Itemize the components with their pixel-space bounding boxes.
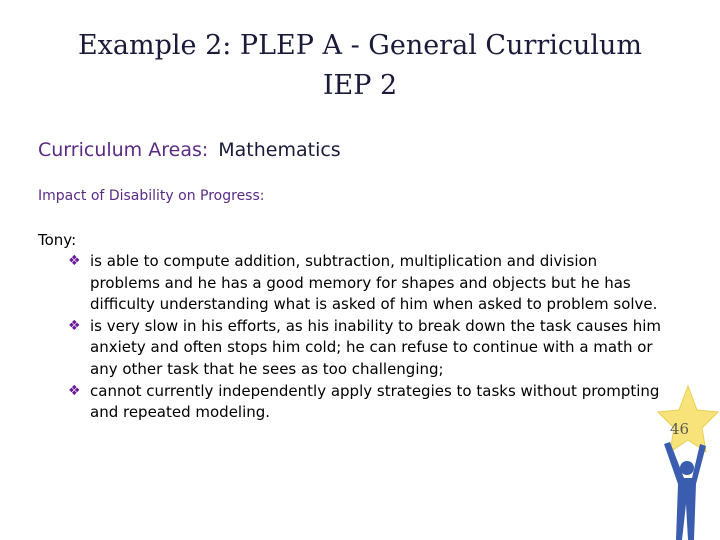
person-figure-icon: [664, 442, 706, 540]
slide-title-line-1: Example 2: PLEP A - General Curriculum: [77, 30, 643, 61]
diamond-bullet-icon: ❖: [68, 253, 81, 269]
page-number: 46: [670, 420, 690, 438]
curriculum-areas-value: Mathematics: [218, 139, 341, 161]
impact-heading: Impact of Disability on Progress:: [38, 188, 265, 204]
curriculum-areas: [38, 137, 341, 163]
bullet-text: is able to compute addition, subtraction, multiplication and division problems and he has a good memory for shapes and objects but he has difficulty understanding what is asked of him when asked to problem solve.: [90, 252, 658, 314]
bullet-text: cannot currently independently apply strategies to tasks without prompting and repeated modeling.: [90, 381, 660, 422]
star-figure-decoration: [646, 384, 720, 540]
diamond-bullet-icon: ❖: [68, 382, 81, 399]
impact-bullet-list: [68, 251, 668, 424]
bullet-text: is very slow in his efforts, as his inability to break down the task causes him anxiety and often stops him cold; he can refuse to continue with a math or any other task that he sees as too challenging;: [90, 316, 662, 378]
curriculum-areas-label: Curriculum Areas:: [38, 139, 209, 161]
slide-title-line-2: IEP 2: [322, 70, 398, 101]
diamond-bullet-icon: ❖: [68, 317, 81, 334]
student-label: Tony:: [38, 231, 77, 249]
bullet-item: [68, 251, 668, 316]
bullet-item: [68, 381, 668, 424]
bullet-item: [68, 316, 668, 381]
star-icon: [658, 386, 718, 452]
slide-title: [40, 26, 680, 106]
